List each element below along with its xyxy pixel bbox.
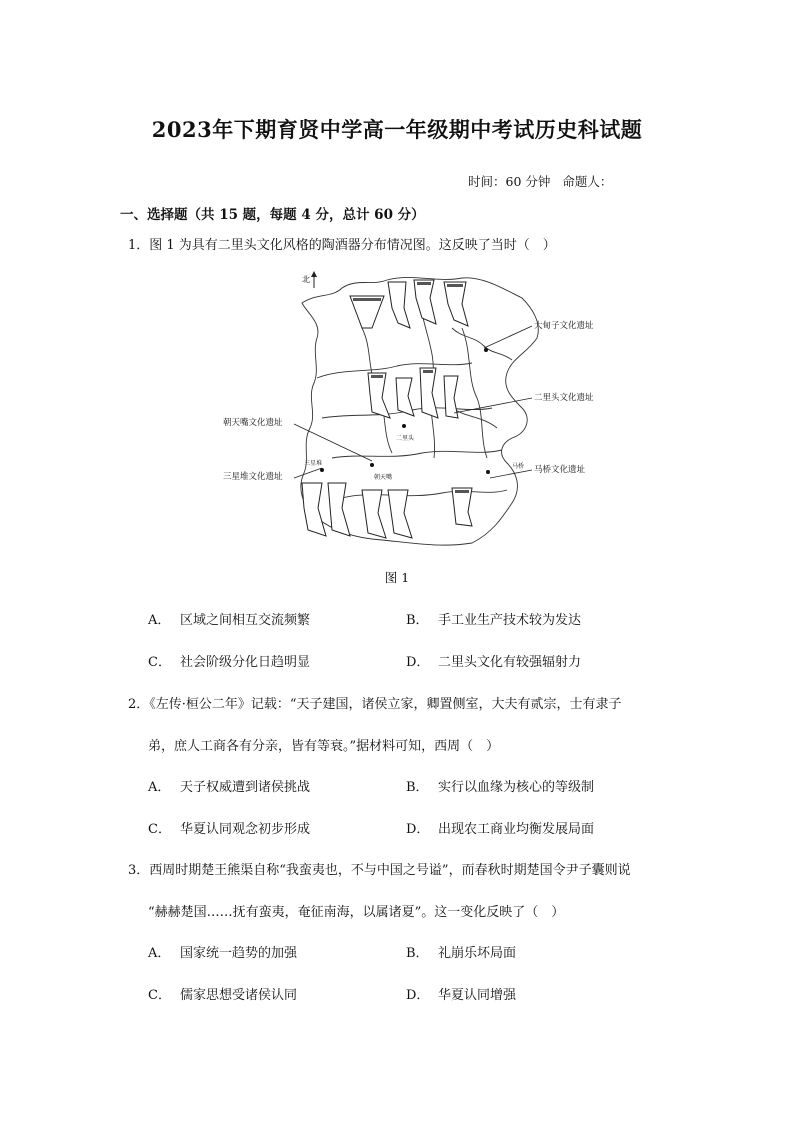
option-text: 出现农工商业均衡发展局面 — [438, 822, 595, 837]
exam-author: 命题人： — [562, 174, 613, 189]
question-2-option-d — [406, 818, 594, 837]
option-text: 礼崩乐坏局面 — [438, 946, 517, 961]
exam-title: 2023年下期育贤中学高一年级期中考试历史科试题 — [151, 117, 643, 142]
question-3-option-c — [148, 984, 297, 1003]
option-letter: A． — [148, 613, 171, 628]
option-letter: D． — [406, 988, 430, 1003]
question-2-option-b — [406, 776, 594, 795]
option-letter: D． — [406, 822, 430, 837]
option-letter: B． — [406, 613, 429, 628]
figure-caption: 图 1 — [384, 570, 410, 585]
option-letter: D． — [406, 655, 430, 670]
option-text: 儒家思想受诸侯认同 — [180, 988, 298, 1003]
question-1-option-c — [148, 651, 310, 670]
section-heading: 一、选择题（共 15 题，每题 4 分，总计 60 分） — [120, 207, 425, 223]
label-maqiao-small: 马桥 — [512, 463, 525, 470]
option-text: 国家统一趋势的加强 — [180, 946, 298, 961]
option-letter: B． — [406, 946, 429, 961]
question-1-option-d — [406, 651, 581, 670]
question-3-option-d — [406, 984, 516, 1003]
question-3-option-a — [148, 942, 297, 961]
label-maqiao: 马桥文化遗址 — [534, 465, 586, 475]
compass-label: 北 — [302, 275, 310, 284]
question-2-option-c — [148, 818, 310, 837]
label-erlitou-small: 二里头 — [396, 435, 415, 442]
question-1-stem: 1．图 1 为具有二里头文化风格的陶酒器分布情况图。这反映了当时（ ） — [128, 238, 556, 253]
exam-time: 时间：60 分钟 — [468, 174, 551, 189]
question-3-stem-line-1: 3．西周时期楚王熊渠自称“我蛮夷也，不与中国之号谥”，而春秋时期楚国令尹子囊则说 — [128, 863, 631, 878]
label-chaotianzui-small: 朝天嘴 — [374, 474, 393, 481]
label-dadianzi: 大甸子文化遗址 — [534, 321, 594, 331]
label-sanxingdui-small: 三星堆 — [304, 460, 323, 467]
north-arrow-icon — [311, 271, 317, 288]
exam-meta — [468, 172, 612, 190]
option-text: 二里头文化有较强辐射力 — [438, 655, 582, 670]
option-letter: A． — [148, 946, 171, 961]
option-text: 手工业生产技术较为发达 — [438, 613, 582, 628]
option-letter: A． — [148, 780, 171, 795]
label-chaotianzui: 朝天嘴文化遗址 — [223, 418, 283, 428]
question-1-option-b — [406, 609, 581, 628]
option-letter: C． — [148, 988, 171, 1003]
label-erlitou-site: 二里头文化遗址 — [534, 393, 594, 403]
label-sanxingdui: 三星堆文化遗址 — [223, 472, 283, 482]
question-1-option-a — [148, 609, 310, 628]
option-text: 区域之间相互交流频繁 — [180, 613, 311, 628]
option-letter: C． — [148, 822, 171, 837]
question-3-option-b — [406, 942, 516, 961]
option-text: 华夏认同观念初步形成 — [180, 822, 311, 837]
option-letter: B． — [406, 780, 429, 795]
option-letter: C． — [148, 655, 171, 670]
question-2-stem-line-1: 2．《左传·桓公二年》记载：“天子建国，诸侯立家，卿置侧室，大夫有贰宗，士有隶子 — [128, 697, 622, 712]
option-text: 实行以血缘为核心的等级制 — [438, 780, 595, 795]
figure-1-map — [222, 268, 602, 553]
option-text: 社会阶级分化日趋明显 — [180, 655, 311, 670]
option-text: 天子权威遭到诸侯挑战 — [180, 780, 311, 795]
option-text: 华夏认同增强 — [438, 988, 517, 1003]
question-2-option-a — [148, 776, 310, 795]
question-2-stem-line-2: 弟，庶人工商各有分亲，皆有等衰。”据材料可知，西周（ ） — [148, 739, 500, 754]
question-3-stem-line-2: “赫赫楚国……抚有蛮夷，奄征南海，以属诸夏”。这一变化反映了（ ） — [148, 905, 565, 920]
